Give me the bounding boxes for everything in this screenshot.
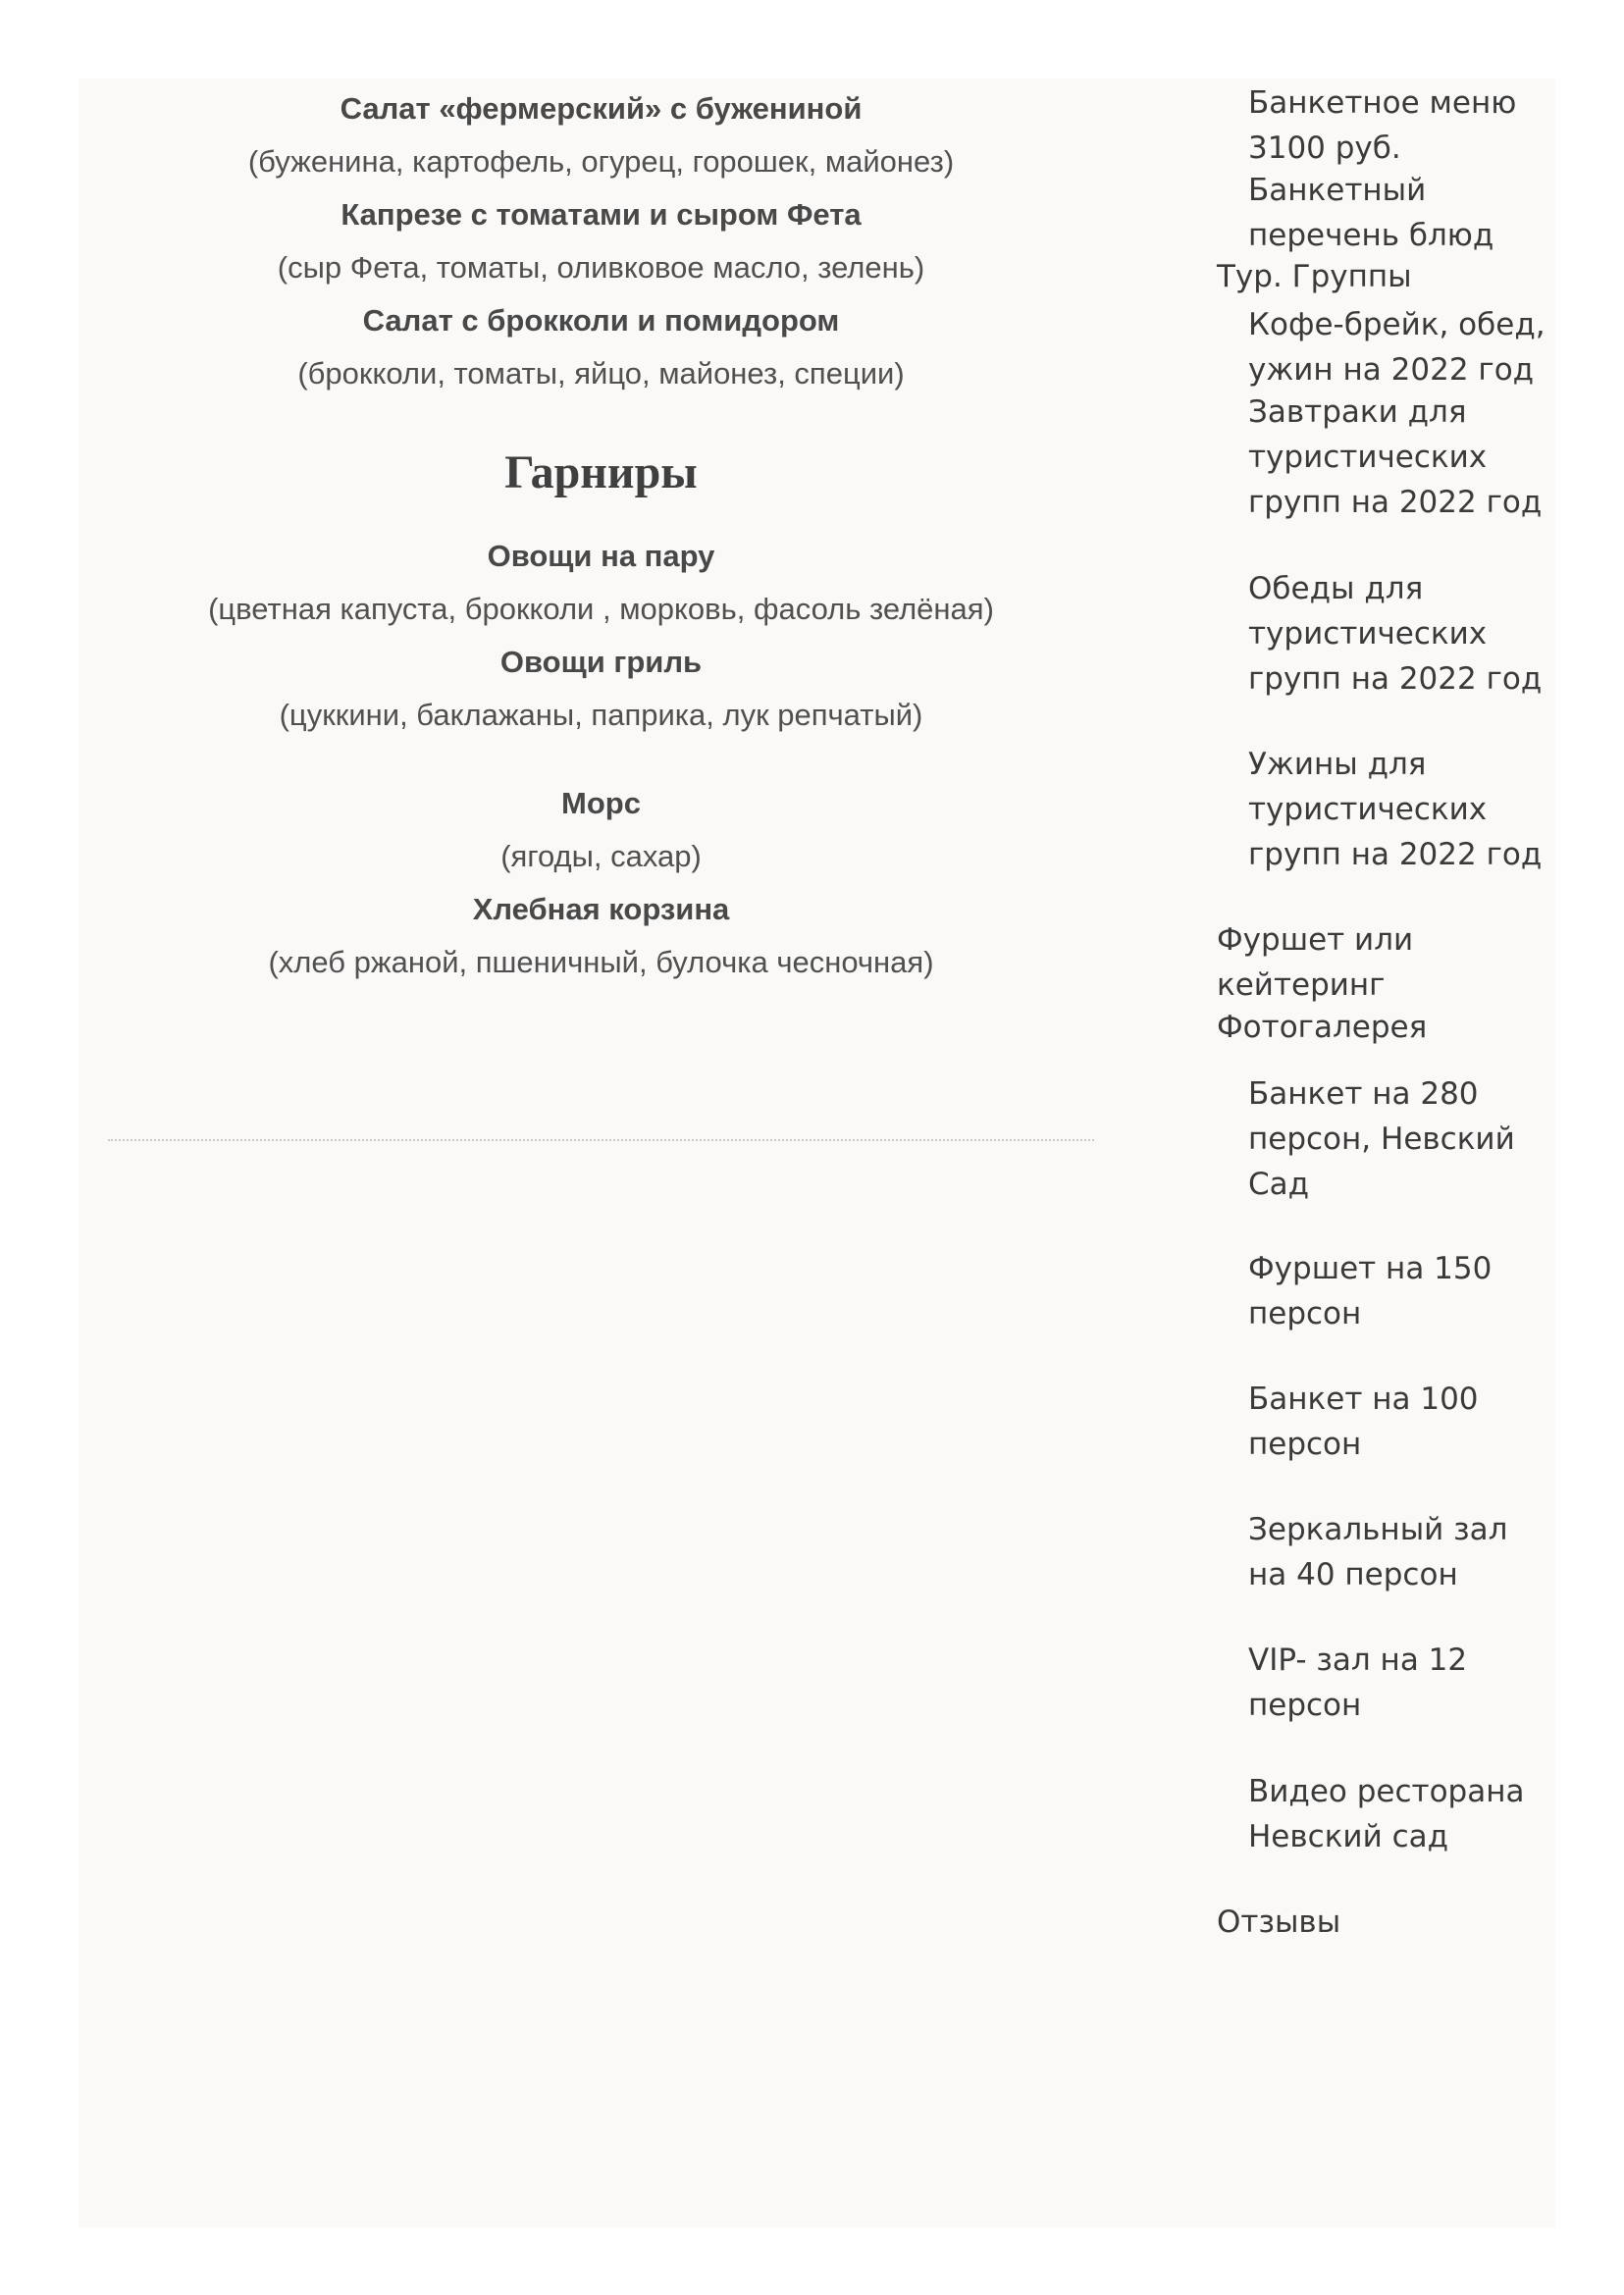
salad-item-1 xyxy=(108,82,1094,188)
sidebar-item-buffet-150[interactable] xyxy=(1248,1246,1492,1336)
sidebar-item-label: Банкетный xyxy=(1248,173,1427,208)
sidebar-item-breakfasts[interactable] xyxy=(1248,390,1542,525)
sidebar-item-label: персон xyxy=(1248,1688,1362,1723)
sidebar-item-label: групп на 2022 год xyxy=(1248,837,1543,872)
sidebar-item-label: Ужины для xyxy=(1248,747,1427,782)
sidebar-item-label: Невский сад xyxy=(1248,1819,1449,1854)
sidebar-item-label: Кофе-брейк, обед, xyxy=(1248,307,1545,342)
dish-description: (буженина, картофель, огурец, горошек, майонез) xyxy=(247,144,955,179)
sidebar-item-video[interactable] xyxy=(1248,1769,1525,1859)
sidebar-item-label: 3100 руб. xyxy=(1248,130,1401,166)
dish-name: Хлебная корзина xyxy=(472,892,730,926)
sidebar-item-label: Банкетное меню xyxy=(1248,85,1517,121)
sidebar-item-label: персон xyxy=(1248,1427,1362,1462)
sidebar-item-tour-groups[interactable] xyxy=(1217,254,1412,299)
sidebar-item-label: Банкет на 280 xyxy=(1248,1076,1479,1112)
dish-name: Овощи на пару xyxy=(487,539,715,573)
dish-name: Салат с брокколи и помидором xyxy=(362,303,840,338)
garnish-item-1 xyxy=(108,530,1094,636)
sidebar-item-label: групп на 2022 год xyxy=(1248,485,1543,520)
dish-description: (брокколи, томаты, яйцо, майонез, специи) xyxy=(297,356,905,391)
sidebar-item-label: групп на 2022 год xyxy=(1248,661,1543,697)
dish-name: Салат «фермерский» с бужениной xyxy=(340,91,863,126)
sidebar-item-label: VIP- зал на 12 xyxy=(1248,1643,1468,1678)
sidebar-item-label: туристических xyxy=(1248,616,1488,652)
garnish-item-2 xyxy=(108,636,1094,742)
sidebar-item-label: Тур. Группы xyxy=(1217,259,1412,294)
sidebar-item-label: на 40 персон xyxy=(1248,1557,1458,1592)
sidebar-item-gallery[interactable] xyxy=(1217,1005,1427,1050)
sidebar-item-label: Зеркальный зал xyxy=(1248,1512,1508,1547)
sidebar-item-label: Обеды для xyxy=(1248,571,1424,606)
sidebar-item-label: перечень блюд xyxy=(1248,218,1494,253)
dish-description: (цуккини, баклажаны, паприка, лук репчатый) xyxy=(279,698,923,732)
sidebar-item-banquet-100[interactable] xyxy=(1248,1377,1479,1467)
sidebar-item-reviews[interactable] xyxy=(1217,1900,1340,1945)
section-title-garnish: Гарниры xyxy=(504,446,698,498)
dish-name: Овощи гриль xyxy=(499,645,703,679)
sidebar-item-label: Сад xyxy=(1248,1167,1310,1202)
sidebar-item-label: Отзывы xyxy=(1217,1904,1341,1940)
page-panel xyxy=(79,78,1555,2227)
dish-name: Капрезе с томатами и сыром Фета xyxy=(341,197,862,232)
extra-item-2 xyxy=(108,883,1094,989)
sidebar-item-vip-hall[interactable] xyxy=(1248,1638,1467,1728)
dish-description: (хлеб ржаной, пшеничный, булочка чесночная) xyxy=(268,945,934,979)
salad-item-3 xyxy=(108,294,1094,400)
sidebar-item-label: ужин на 2022 год xyxy=(1248,352,1535,388)
sidebar-item-lunches[interactable] xyxy=(1248,566,1542,702)
sidebar-item-label: Банкет на 100 xyxy=(1248,1382,1479,1417)
sidebar-item-banquet-menu[interactable] xyxy=(1248,80,1516,171)
sidebar-item-label: туристических xyxy=(1248,440,1488,475)
sidebar-item-banquet-280[interactable] xyxy=(1248,1071,1515,1207)
sidebar-item-buffet[interactable] xyxy=(1217,917,1413,1008)
sidebar-item-label: Видео ресторана xyxy=(1248,1774,1525,1809)
content-divider xyxy=(108,1139,1094,1141)
salad-item-2 xyxy=(108,188,1094,294)
sidebar-item-label: Завтраки для xyxy=(1248,394,1467,430)
sidebar-item-label: Фуршет или xyxy=(1217,922,1414,958)
sidebar-item-banquet-list[interactable] xyxy=(1248,168,1493,258)
dish-description: (цветная капуста, брокколи , морковь, фасоль зелёная) xyxy=(208,592,994,626)
dish-description: (ягоды, сахар) xyxy=(500,839,702,873)
sidebar-item-label: персон, Невский xyxy=(1248,1121,1515,1157)
dish-name: Морс xyxy=(561,786,641,820)
sidebar-item-coffee-break[interactable] xyxy=(1248,302,1545,392)
sidebar-item-dinners[interactable] xyxy=(1248,742,1542,877)
dish-description: (сыр Фета, томаты, оливковое масло, зелень) xyxy=(277,250,925,285)
sidebar-item-label: Фуршет на 150 xyxy=(1248,1251,1493,1286)
menu-content xyxy=(108,78,1094,989)
sidebar-item-label: кейтеринг xyxy=(1217,967,1386,1003)
sidebar-item-mirror-hall[interactable] xyxy=(1248,1507,1507,1597)
sidebar-item-label: Фотогалерея xyxy=(1217,1010,1428,1045)
sidebar-item-label: персон xyxy=(1248,1296,1362,1331)
sidebar-item-label: туристических xyxy=(1248,792,1488,827)
extra-item-1 xyxy=(108,777,1094,883)
